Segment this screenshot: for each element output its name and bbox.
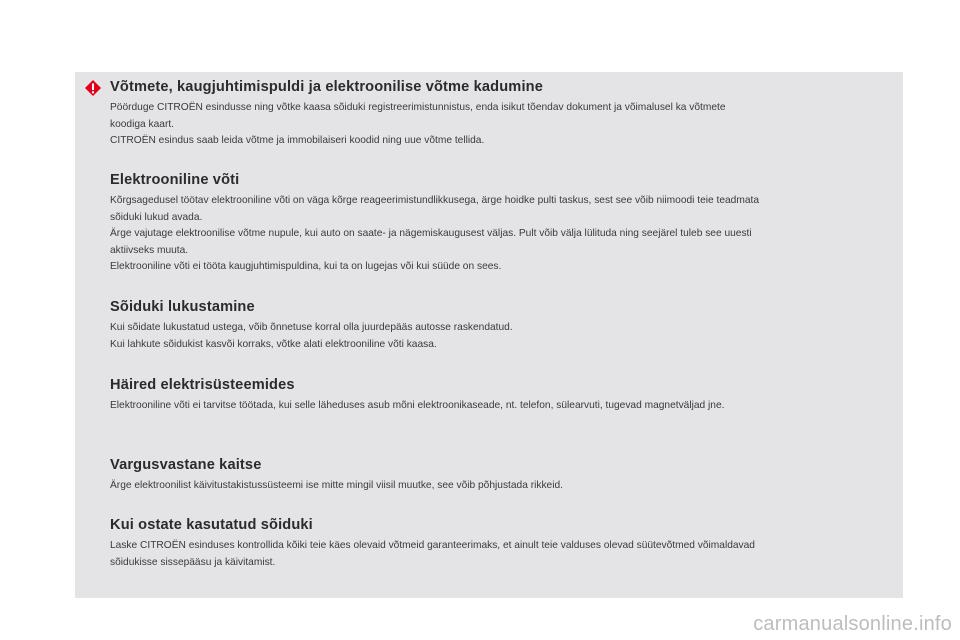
watermark: carmanualsonline.info: [753, 613, 952, 635]
body-line: CITROËN esindus saab leida võtme ja immobilaiseri koodid ning uue võtme tellida.: [110, 135, 485, 146]
section-heading: Vargusvastane kaitse: [110, 457, 262, 473]
body-line: sõiduki lukud avada.: [110, 211, 203, 223]
section-used-vehicle: [110, 516, 900, 571]
section-heading: Elektrooniline võti: [110, 172, 240, 188]
section-heading: Häired elektrisüsteemides: [110, 377, 295, 393]
section-electronic-key: [110, 171, 900, 276]
body-line: Elektrooniline võti ei tarvitse töötada, kui selle läheduses asub mõni elektroonikaseade, nt. telefon, sülearvuti, tugevad magnetväljad jne.: [110, 400, 725, 411]
body-line: Kui sõidate lukustatud ustega, võib õnnetuse korral olla juurdepääs autosse raskendatud.: [110, 322, 513, 333]
body-line: Kui lahkute sõidukist kasvõi korraks, võtke alati elektrooniline võti kaasa.: [110, 338, 437, 350]
body-line: Ärge elektroonilist käivitustakistussüsteemi ise mitte mingil viisil muutke, see võib põhjustada rikkeid.: [110, 480, 563, 491]
body-line: Elektrooniline võti ei tööta kaugjuhtimispuldina, kui ta on lugejas või kui süüde on sees.: [110, 261, 502, 272]
section-key-loss: [110, 78, 900, 150]
section-anti-theft: [110, 456, 900, 495]
section-heading: Sõiduki lukustamine: [110, 299, 255, 315]
body-line: sõidukisse sissepääsu ja käivitamist.: [110, 556, 276, 568]
body-line: aktiivseks muuta.: [110, 244, 189, 256]
section-vehicle-locking: [110, 298, 900, 353]
body-line: Laske CITROËN esinduses kontrollida kõiki teie käes olevaid võtmeid garanteerimaks, et ainult teie valduses olevad süütevõtmed võimaldavad: [110, 540, 755, 551]
body-line: Pöörduge CITROËN esindusse ning võtke kaasa sõiduki registreerimistunnistus, enda isikut tõendav dokument ja võimalusel ka võtmete: [110, 102, 726, 113]
body-line: koodiga kaart.: [110, 118, 174, 130]
section-electrical-interference: [110, 376, 900, 415]
warning-exclamation-icon: [84, 79, 102, 97]
body-line: Kõrgsagedusel töötav elektrooniline võti on väga kõrge reageerimistundlikkusega, ärge hoidke pulti taskus, sest see võib niimoodi teie teadmata: [110, 195, 759, 206]
section-heading: Kui ostate kasutatud sõiduki: [110, 517, 313, 533]
body-line: Ärge vajutage elektroonilise võtme nupule, kui auto on saate- ja nägemiskaugusest väljas. Pult võib välja lülituda ning seejärel tuleb see uuesti: [110, 228, 752, 239]
section-heading: Võtmete, kaugjuhtimispuldi ja elektroonilise võtme kadumine: [110, 79, 543, 95]
